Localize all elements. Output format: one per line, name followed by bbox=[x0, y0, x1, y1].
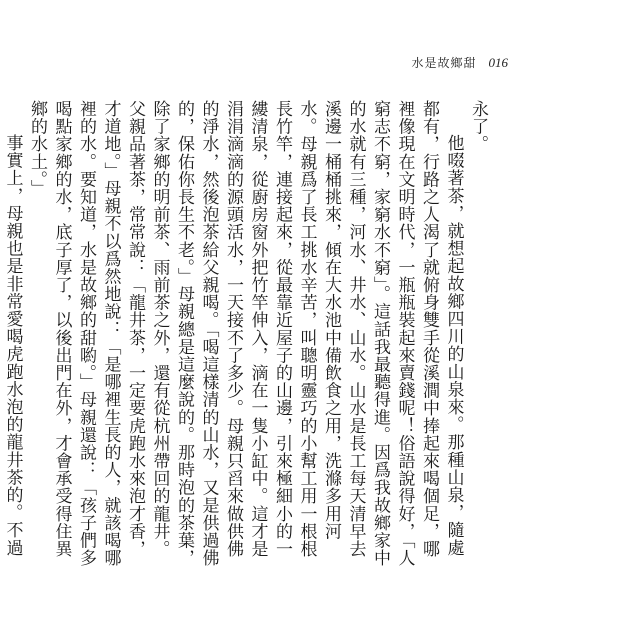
running-header bbox=[411, 54, 508, 71]
paragraph: 事實上，母親也是非常愛喝虎跑水泡的龍井茶的。不過 bbox=[2, 134, 23, 557]
paragraph: 他啜著茶，就想起故鄉四川的山泉來。那種山泉，隨處都有，行路之人渴了就俯身雙手從溪澗中捧起來喝個足，哪裡像現在文明時代，一瓶瓶裝起來賣錢呢！俗語說得好，「人窮志不窮，家窮水不窮」。這話我最聽得進。因爲我故鄉家中的水就有三種，河水、井水、山水。山水是長工每天清早去溪邊一桶桶挑來，傾在大水池中備飲食之用，洗滌多用河水。母親爲了長工挑水辛苦，叫聰明靈巧的小幫工用一根根長竹竿，連接起來，從最靠近屋子的山邊，引來極細小的一縷清泉，從廚房窗外把竹竿伸入，滴在一隻小缸中。這才是涓涓滴滴的源頭活水，一天接不了多少。母親只舀來做供佛的淨水，然後泡茶給父親喝。「喝這樣清的山水，又是供過佛的，保佑你長生不老。」母親總是這麼說的。那時泡的茶葉，除了家鄉的明前茶、雨前茶之外，還有從杭州帶回的龍井。父親品著茶，常常說：「龍井茶，一定要虎跑水來泡才香，才道地。」母親不以爲然地說：「是哪裡生長的人，就該喝哪裡的水。要知道，水是故鄉的甜喲。」母親還說：「孩子們多喝點家鄉的水，底子厚了，以後出門在外，才會承受得住異鄉的水土。」 bbox=[27, 100, 464, 567]
body-text bbox=[2, 100, 490, 570]
chapter-title: 水是故鄉甜 bbox=[411, 56, 477, 70]
page-number: 016 bbox=[488, 55, 508, 70]
paragraph-continued: 永了。 bbox=[468, 100, 488, 153]
